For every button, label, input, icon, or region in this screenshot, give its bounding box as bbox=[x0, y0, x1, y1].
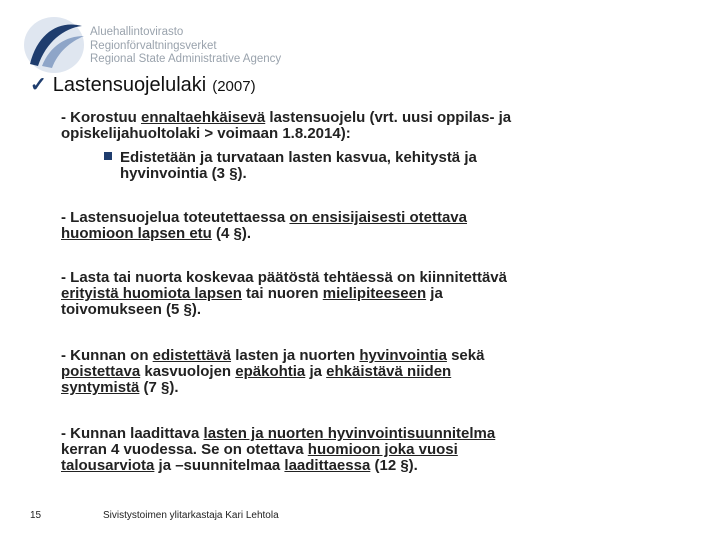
paragraph-welfare-plan: - Kunnan laadittava lasten ja nuorten hyvinvointisuunnitelma kerran 4 vuodessa. Se on otettava huomioon joka vuosi talousarviota ja –suunnitelmaa laadittaessa (12 §). bbox=[61, 425, 496, 474]
org-name-finnish: Aluehallintovirasto bbox=[90, 26, 184, 38]
paragraph-prevention: - Korostuu ennaltaehkäisevä lastensuojelu (vrt. uusi oppilas- ja opiskelijahuoltolaki > voimaan 1.8.2014): bbox=[61, 109, 512, 142]
org-name-english: Regional State Administrative Agency bbox=[90, 53, 282, 65]
slide-number: 15 bbox=[30, 510, 42, 521]
sub-bullet-item: Edistetään ja turvataan lasten kasvua, kehitystä ja hyvinvointia (3 §). bbox=[104, 150, 574, 182]
paragraph-child-interest: - Lastensuojelua toteutettaessa on ensisijaisesti otettava huomioon lapsen etu (4 §). bbox=[61, 209, 467, 242]
paragraph-municipality-wellbeing: - Kunnan on edistettävä lasten ja nuorten hyvinvointia sekä poistettava kasvuolojen epäkohtia ja ehkäistävä niiden syntymistä (7 §). bbox=[61, 347, 485, 396]
check-icon: ✓ bbox=[30, 74, 47, 96]
org-name-swedish: Regionförvaltningsverket bbox=[90, 39, 217, 52]
avi-logo-icon bbox=[20, 14, 90, 76]
title-text: Lastensuojelulaki bbox=[52, 74, 207, 96]
slide-title bbox=[30, 72, 256, 97]
organization-name bbox=[90, 26, 281, 67]
header-logo bbox=[20, 14, 320, 74]
square-bullet-icon bbox=[104, 152, 112, 160]
footer-author: Sivistystoimen ylitarkastaja Kari Lehtola bbox=[103, 510, 279, 521]
title-year: (2007) bbox=[212, 78, 256, 95]
paragraph-child-opinion: - Lasta tai nuorta koskevaa päätöstä tehtäessä on kiinnitettävä erityistä huomiota lapsen tai nuoren mielipiteeseen ja toivomukseen (5 §). bbox=[61, 269, 507, 318]
